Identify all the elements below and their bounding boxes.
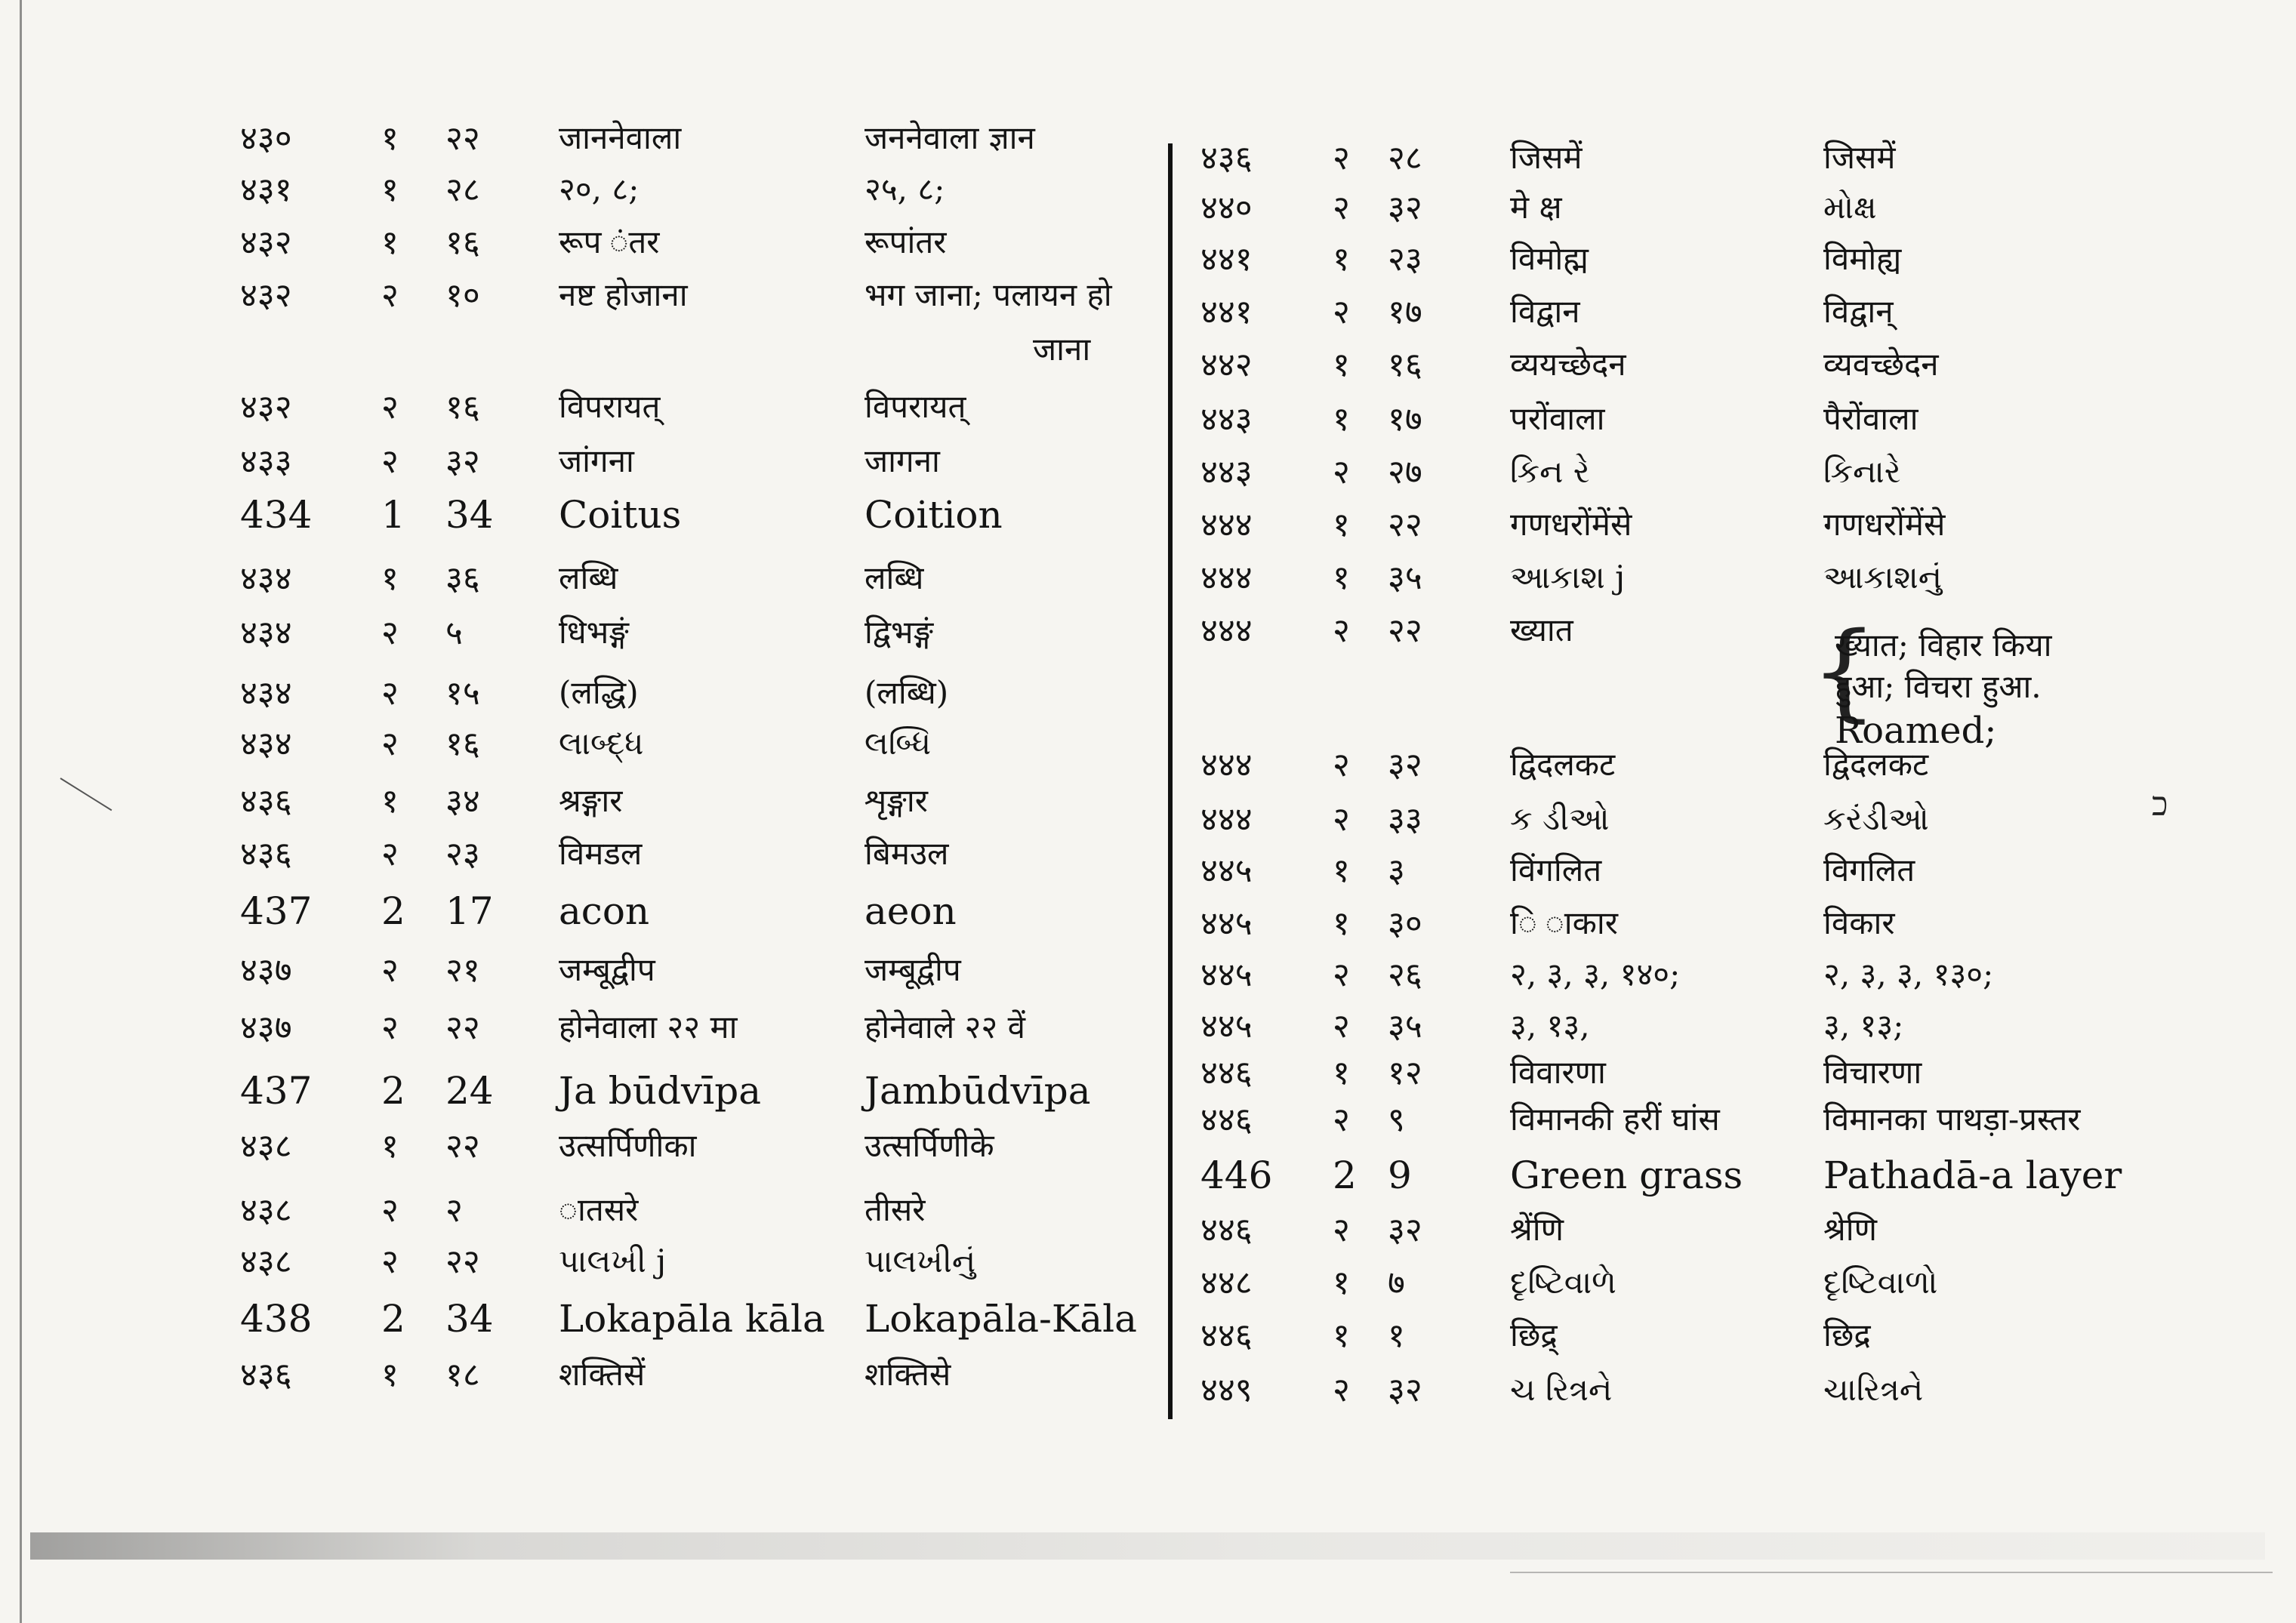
correct-text: મોક્ષ	[1823, 189, 1877, 226]
incorrect-text: ातसरे	[559, 1191, 639, 1228]
column-number: १	[381, 119, 399, 158]
page-number: ४४३	[1200, 400, 1253, 439]
line-number: १६	[445, 223, 480, 262]
page-number: ४३६	[240, 1356, 292, 1394]
correct-text: ચારિત્રને	[1823, 1371, 1924, 1408]
correct-text: उत्सर्पिणीके	[864, 1127, 994, 1164]
column-number: १	[381, 782, 399, 821]
correct-text: (लब्धि)	[864, 674, 949, 711]
incorrect-text: विद्वान	[1510, 293, 1580, 330]
column-divider	[1168, 143, 1173, 1419]
page-number: ४३४	[240, 559, 292, 598]
page-number: ४४४	[1200, 800, 1253, 839]
line-number: १७	[1388, 293, 1422, 331]
column-number: २	[381, 1009, 399, 1047]
page-number: ४३२	[240, 388, 292, 427]
column-number: 2	[381, 889, 405, 933]
incorrect-text: Green grass	[1510, 1153, 1743, 1197]
correct-text: जागना	[864, 442, 940, 479]
page-number: ४४०	[1200, 189, 1253, 227]
correct-text: जाना	[1033, 331, 1091, 368]
page-number: ४४१	[1200, 240, 1253, 279]
correct-text: द्विदलकट	[1823, 746, 1929, 783]
correct-text: Pathadā-a layer	[1823, 1153, 2122, 1197]
correct-text: गणधरोंमेंसे	[1823, 506, 1946, 543]
scan-smudge	[30, 1532, 2265, 1560]
correct-text: विपरायत्	[864, 388, 966, 425]
correct-text: जिसमें	[1823, 139, 1896, 176]
page-number: ४४४	[1200, 506, 1253, 544]
line-number: २२	[1388, 611, 1422, 650]
correct-text: भग जाना; पलायन हो	[864, 276, 1112, 313]
column-number: १	[1333, 852, 1350, 890]
correct-text: Coition	[864, 493, 1003, 537]
line-number: २८	[445, 171, 480, 209]
incorrect-text: ચ રિત્રને	[1510, 1371, 1613, 1408]
column-number: १	[1333, 1054, 1350, 1092]
line-number: १७	[1388, 400, 1422, 439]
column-number: २	[381, 388, 399, 427]
column-number: 2	[381, 1069, 405, 1113]
incorrect-text: ક ડીઓ	[1510, 800, 1610, 837]
page-edge	[20, 0, 22, 1623]
page-number: ४३४	[240, 614, 292, 652]
line-number: २२	[445, 119, 480, 158]
incorrect-text: होनेवाला २२ मा	[559, 1009, 738, 1046]
column-number: २	[381, 1243, 399, 1281]
correct-text: शक्तिसे	[864, 1356, 951, 1393]
column-number: २	[1333, 189, 1350, 227]
incorrect-text: नष्ट होजाना	[559, 276, 688, 313]
correct-text: शृङ्गार	[864, 782, 928, 819]
correct-text: લબ્ધિ	[864, 725, 932, 762]
correct-text: २, ३, ३, १३०;	[1823, 956, 1994, 993]
line-number: १०	[445, 276, 480, 315]
braced-correction	[1835, 625, 2052, 755]
correct-text: विमोह्य	[1823, 240, 1902, 277]
page-number: 446	[1200, 1153, 1273, 1197]
correct-text: પાલખીનું	[864, 1243, 976, 1280]
incorrect-text: २, ३, ३, १४०;	[1510, 956, 1681, 993]
incorrect-text: विमोह्म	[1510, 240, 1589, 277]
page-number: ४३६	[1200, 139, 1253, 177]
incorrect-text: આકાશ j	[1510, 559, 1626, 596]
incorrect-text: ३, १३,	[1510, 1007, 1590, 1044]
line-number: १	[1388, 1317, 1405, 1355]
incorrect-text: Lokapāla kāla	[559, 1297, 825, 1341]
line-number: 34	[445, 1297, 494, 1341]
correct-text: विमानका पाथड़ा-प्रस्तर	[1823, 1101, 2081, 1138]
line-number: ३५	[1388, 1007, 1422, 1046]
line-number: १५	[445, 674, 480, 713]
line-number: २६	[1388, 956, 1422, 994]
incorrect-text: व्ययच्छेदन	[1510, 346, 1626, 383]
correct-text: छिद्र	[1823, 1317, 1871, 1354]
page-number: ४३२	[240, 223, 292, 262]
column-number: १	[381, 171, 399, 209]
page-number: ४३३	[240, 442, 292, 481]
line-number: ३२	[1388, 189, 1422, 227]
column-number: १	[1333, 240, 1350, 279]
line-number: २७	[1388, 453, 1422, 491]
page-number: ४३६	[240, 835, 292, 873]
column-number: १	[381, 559, 399, 598]
incorrect-text: विमडल	[559, 835, 643, 872]
line-number: २८	[1388, 139, 1422, 177]
correct-text: व्यवच्छेदन	[1823, 346, 1939, 383]
incorrect-text: २०, ८;	[559, 171, 639, 208]
correct-text: लब्धि	[864, 559, 924, 596]
column-number: १	[1333, 559, 1350, 597]
column-number: २	[1333, 1371, 1350, 1409]
correct-text: द्विभङ्गं	[864, 614, 934, 651]
column-number: २	[1333, 746, 1350, 784]
line-number: 17	[445, 889, 494, 933]
line-number: ३०	[1388, 904, 1422, 943]
column-number: १	[1333, 506, 1350, 544]
correct-text: ३, १३;	[1823, 1007, 1904, 1044]
line-number: १८	[445, 1356, 480, 1394]
column-number: २	[1333, 139, 1350, 177]
line-number: ३२	[445, 442, 480, 481]
column-number: १	[1333, 1264, 1350, 1302]
page-number: 434	[240, 493, 313, 537]
column-number: २	[381, 674, 399, 713]
column-number: २	[1333, 800, 1350, 839]
line-number: ३४	[445, 782, 480, 821]
column-number: २	[1333, 453, 1350, 491]
line-number: ५	[445, 614, 463, 652]
page-number: ४४१	[1200, 293, 1253, 331]
stray-mark	[60, 778, 112, 811]
incorrect-text: शक्तिसें	[559, 1356, 646, 1393]
page-number: ४३०	[240, 119, 292, 158]
page-number: ४४६	[1200, 1054, 1253, 1092]
incorrect-text: परोंवाला	[1510, 400, 1605, 437]
line-number: २३	[1388, 240, 1422, 279]
column-number: १	[1333, 400, 1350, 439]
incorrect-text: द्विदलकट	[1510, 746, 1616, 783]
line-number: २१	[445, 951, 480, 990]
page-number: ४३२	[240, 276, 292, 315]
page-number: ४३७	[240, 951, 292, 990]
page-number: ४३८	[240, 1191, 292, 1230]
incorrect-text: विमानकी हरीं घांस	[1510, 1101, 1720, 1138]
column-number: २	[381, 725, 399, 763]
incorrect-text: લાબ્દ્ધ	[559, 725, 644, 762]
incorrect-text: श्रङ्गार	[559, 782, 623, 819]
column-number: २	[381, 951, 399, 990]
incorrect-text: કિન રે	[1510, 453, 1590, 490]
line-number: 9	[1388, 1153, 1412, 1197]
incorrect-text: जिसमें	[1510, 139, 1583, 176]
page-number: ४३७	[240, 1009, 292, 1047]
correct-text: આકાશનું	[1823, 559, 1943, 596]
line-number: ३२	[1388, 1211, 1422, 1249]
page-number: ४४६	[1200, 1211, 1253, 1249]
column-number: 2	[381, 1297, 405, 1341]
correct-text: जम्बूद्वीप	[864, 951, 961, 988]
line-number: ३२	[1388, 746, 1422, 784]
line-number: 34	[445, 493, 494, 537]
incorrect-text: विपरायत्	[559, 388, 661, 425]
line-number: १६	[1388, 346, 1422, 384]
page-number: ४३१	[240, 171, 292, 209]
page-number: 437	[240, 1069, 313, 1113]
line-number: ३	[1388, 852, 1405, 890]
correct-text: विद्वान्	[1823, 293, 1894, 330]
line-number: २	[445, 1191, 463, 1230]
column-number: २	[381, 614, 399, 652]
brace-symbol: {	[1811, 610, 1878, 733]
column-number: २	[1333, 956, 1350, 994]
column-number: 2	[1333, 1153, 1357, 1197]
page-number: ४३८	[240, 1243, 292, 1281]
correct-text: Jambūdvīpa	[864, 1069, 1091, 1113]
incorrect-text: ि ाकार	[1510, 904, 1618, 941]
page-number: ४४९	[1200, 1371, 1253, 1409]
incorrect-text: मे क्ष	[1510, 189, 1562, 226]
incorrect-text: श्रेंणि	[1510, 1211, 1564, 1248]
column-number: २	[1333, 293, 1350, 331]
correct-text: जननेवाला ज्ञान	[864, 119, 1035, 156]
correct-text: विगलित	[1823, 852, 1915, 888]
column-number: २	[1333, 611, 1350, 650]
incorrect-text: (लद्धि)	[559, 674, 639, 711]
line-number: २२	[445, 1009, 480, 1047]
correct-text: विकार	[1823, 904, 1895, 941]
incorrect-text: विवारणा	[1510, 1054, 1606, 1091]
correct-text: દૃષ્ટિવાળો	[1823, 1264, 1938, 1301]
column-number: १	[1333, 346, 1350, 384]
column-number: २	[381, 442, 399, 481]
correct-text: કરંડીઓ	[1823, 800, 1929, 837]
page-number: 438	[240, 1297, 313, 1341]
column-number: २	[1333, 1007, 1350, 1046]
column-number: २	[381, 276, 399, 315]
column-number: 1	[381, 493, 405, 537]
line-number: २२	[445, 1127, 480, 1166]
line-number: ७	[1388, 1264, 1405, 1302]
incorrect-text: Coitus	[559, 493, 682, 537]
line-number: २३	[445, 835, 480, 873]
incorrect-text: ख्यात	[1510, 611, 1573, 648]
page-number: ४४३	[1200, 453, 1253, 491]
line-number: ३५	[1388, 559, 1422, 597]
line-number: ३२	[1388, 1371, 1422, 1409]
incorrect-text: acon	[559, 889, 650, 933]
line-number: ३३	[1388, 800, 1422, 839]
line-number: २२	[445, 1243, 480, 1281]
correct-text: Lokapāla-Kāla	[864, 1297, 1137, 1341]
page-number: 437	[240, 889, 313, 933]
correct-text: रूपांतर	[864, 223, 947, 260]
incorrect-text: गणधरोंमेंसे	[1510, 506, 1632, 543]
page-number: ४३४	[240, 674, 292, 713]
line-number: २२	[1388, 506, 1422, 544]
correct-text: २५, ८;	[864, 171, 945, 208]
page-number: ४४८	[1200, 1264, 1253, 1302]
scan-line	[1510, 1572, 2273, 1573]
braced-line: हुआ; विचरा हुआ.	[1835, 667, 2042, 705]
braced-line: ख्यात; विहार किया	[1835, 627, 2052, 664]
page-number: ४४५	[1200, 852, 1253, 890]
incorrect-text: जांगना	[559, 442, 634, 479]
column-number: २	[381, 835, 399, 873]
page-number: ४४६	[1200, 1101, 1253, 1139]
incorrect-text: પાલખી j	[559, 1243, 667, 1280]
column-number: २	[381, 1191, 399, 1230]
line-number: १२	[1388, 1054, 1422, 1092]
column-number: १	[381, 1127, 399, 1166]
incorrect-text: लब्धि	[559, 559, 618, 596]
page-number: ४४६	[1200, 1317, 1253, 1355]
column-number: १	[1333, 1317, 1350, 1355]
line-number: १६	[445, 725, 480, 763]
incorrect-text: जाननेवाला	[559, 119, 682, 156]
correct-text: aeon	[864, 889, 957, 933]
page-number: ४४४	[1200, 746, 1253, 784]
margin-mark: ﬤ	[2152, 785, 2168, 824]
correct-text: बिमउल	[864, 835, 949, 872]
correct-text: विचारणा	[1823, 1054, 1922, 1091]
page-number: ४३६	[240, 782, 292, 821]
page-number: ४३४	[240, 725, 292, 763]
line-number: ३६	[445, 559, 480, 598]
page-number: ४४५	[1200, 956, 1253, 994]
column-number: २	[1333, 1101, 1350, 1139]
column-number: २	[1333, 1211, 1350, 1249]
incorrect-text: रूप ंतर	[559, 223, 660, 260]
braced-line: Roamed;	[1835, 710, 1997, 753]
line-number: ९	[1388, 1101, 1405, 1139]
line-number: १६	[445, 388, 480, 427]
line-number: 24	[445, 1069, 494, 1113]
incorrect-text: Ja būdvīpa	[559, 1069, 762, 1113]
page-number: ४४२	[1200, 346, 1253, 384]
incorrect-text: जम्बूद्वीप	[559, 951, 655, 988]
page-number: ४४५	[1200, 904, 1253, 943]
column-number: १	[381, 1356, 399, 1394]
incorrect-text: દૃષ્ટિવાળે	[1510, 1264, 1616, 1301]
correct-text: श्रेणि	[1823, 1211, 1877, 1248]
page-number: ४४४	[1200, 559, 1253, 597]
incorrect-text: धिभङ्गं	[559, 614, 629, 651]
incorrect-text: उत्सर्पिणीका	[559, 1127, 697, 1164]
correct-text: पैरोंवाला	[1823, 400, 1918, 437]
correct-text: કિનારે	[1823, 453, 1901, 490]
column-number: १	[381, 223, 399, 262]
page-number: ४४५	[1200, 1007, 1253, 1046]
incorrect-text: विंगलित	[1510, 852, 1602, 888]
incorrect-text: छिद्र्	[1510, 1317, 1558, 1354]
correct-text: तीसरे	[864, 1191, 926, 1228]
page-number: ४४४	[1200, 611, 1253, 650]
page-number: ४३८	[240, 1127, 292, 1166]
correct-text: होनेवाले २२ वें	[864, 1009, 1025, 1046]
column-number: १	[1333, 904, 1350, 943]
